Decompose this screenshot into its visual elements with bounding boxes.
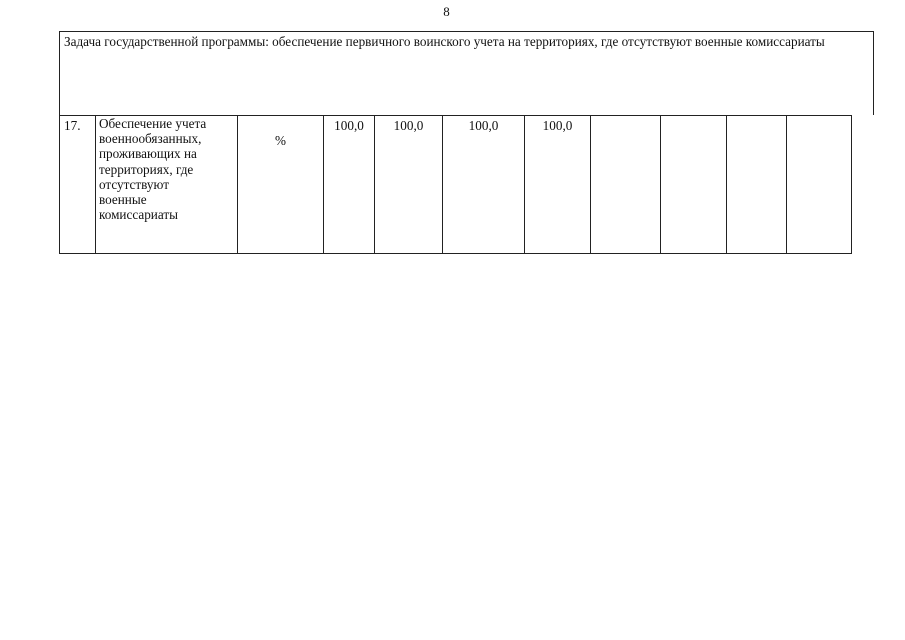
value-cell [727, 116, 787, 254]
value-cell: 100,0 [443, 116, 525, 254]
value-cell [787, 116, 852, 254]
row-number: 17. [60, 116, 96, 254]
value-cell: 100,0 [324, 116, 375, 254]
indicator-name [96, 116, 238, 254]
value-cell: 100,0 [375, 116, 443, 254]
indicator-name-line: комиссариаты [99, 207, 178, 223]
indicator-name-line: военные [99, 192, 147, 208]
value-cell [591, 116, 661, 254]
table-row [60, 116, 905, 254]
indicator-name-line: территориях, где [99, 161, 194, 177]
indicators-table [59, 115, 905, 254]
unit-cell: % [238, 116, 324, 254]
value-cell [661, 116, 727, 254]
task-heading: Задача государственной программы: обеспечение первичного воинского учета на территориях, где отсутствуют военные комиссариаты [59, 31, 874, 115]
indicator-name-line: Обеспечение учета [99, 116, 207, 131]
indicator-name-line: проживающих на [99, 146, 197, 162]
value-cell: 100,0 [525, 116, 591, 254]
page-number: 8 [443, 4, 450, 19]
indicator-name-line: отсутствуют [99, 176, 169, 192]
indicator-name-line: военнообязанных, [99, 131, 202, 147]
